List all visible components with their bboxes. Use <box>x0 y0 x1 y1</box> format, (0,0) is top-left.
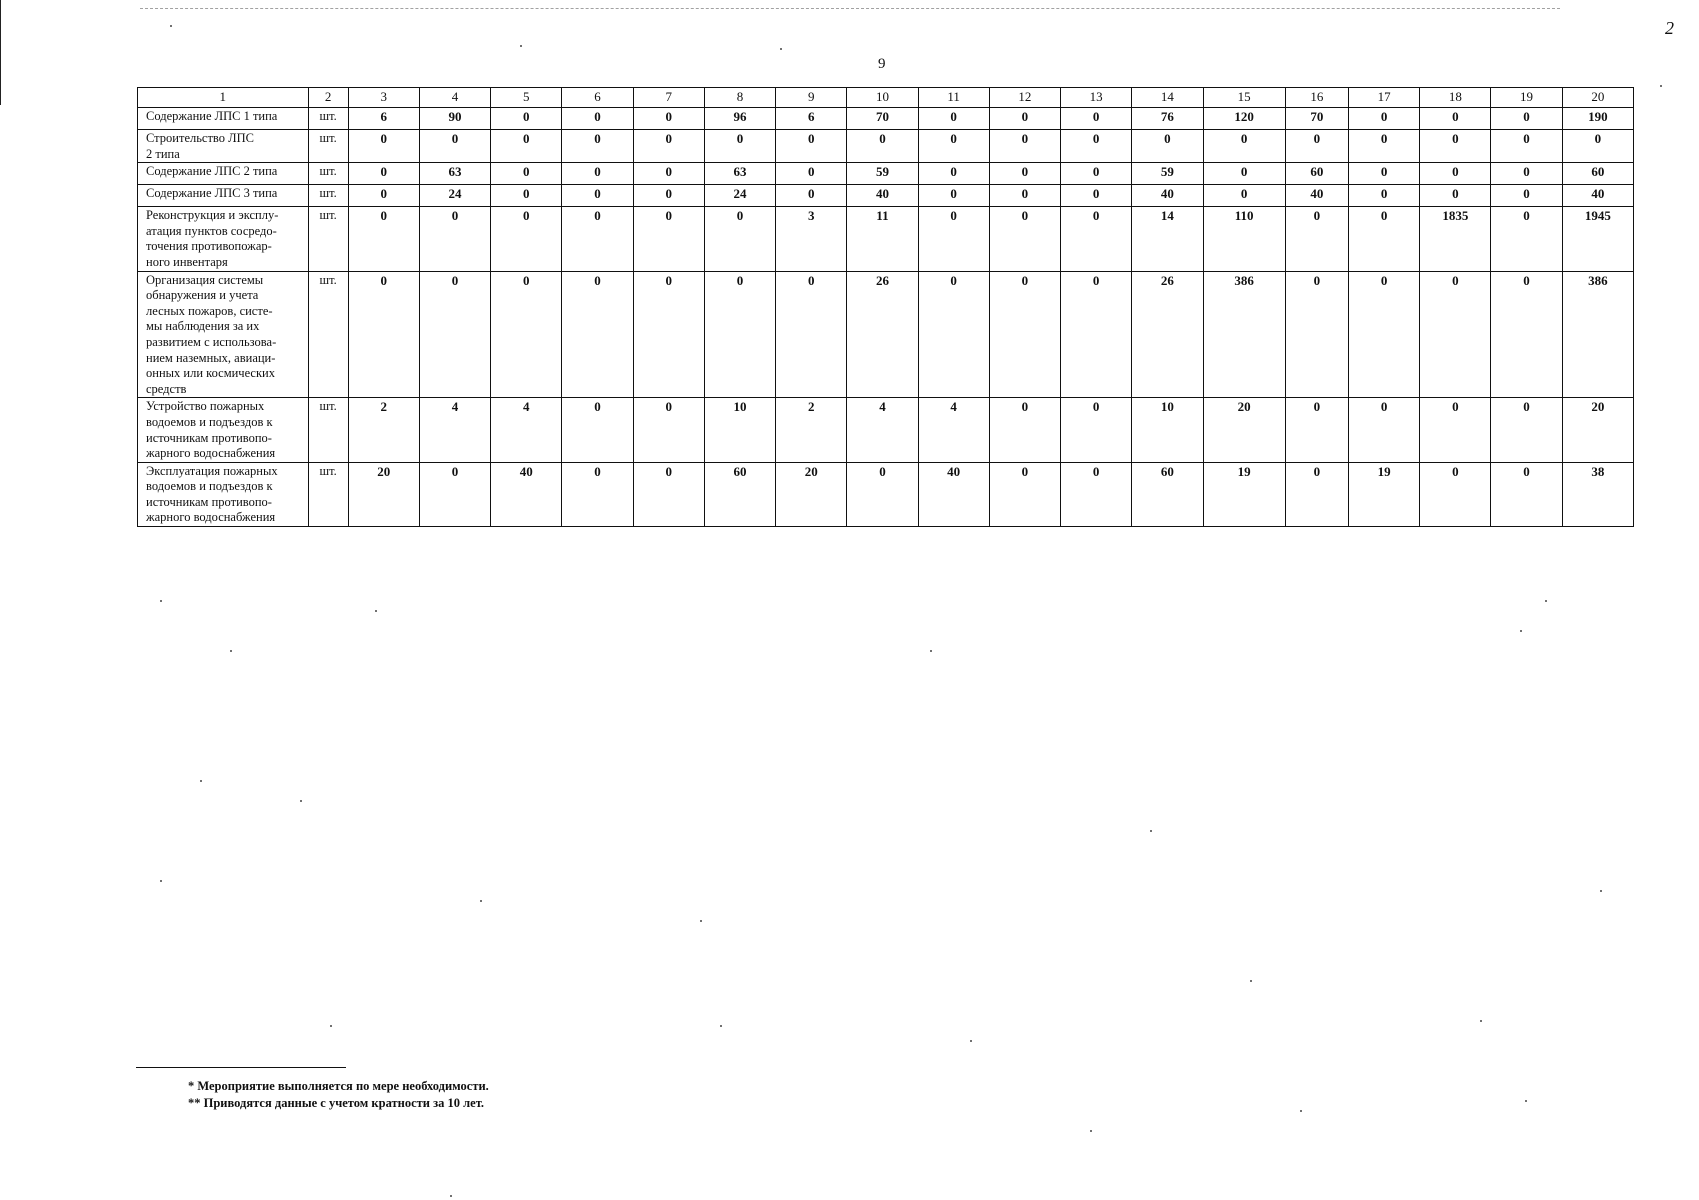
value-cell: 2 <box>776 398 847 462</box>
unit-cell: шт. <box>308 130 348 163</box>
value-cell: 0 <box>633 207 704 271</box>
unit-cell: шт. <box>308 271 348 398</box>
corner-handwritten-mark: 2 <box>1665 18 1674 38</box>
column-number-header: 16 <box>1285 88 1348 108</box>
value-cell: 0 <box>989 398 1060 462</box>
value-cell: 0 <box>1420 462 1491 526</box>
scan-speck <box>720 1025 722 1027</box>
value-cell: 0 <box>633 130 704 163</box>
scan-speck <box>330 1025 332 1027</box>
value-cell: 60 <box>1562 163 1633 185</box>
column-number-header: 17 <box>1348 88 1419 108</box>
value-cell: 4 <box>847 398 918 462</box>
value-cell: 0 <box>1203 130 1285 163</box>
value-cell: 0 <box>562 398 633 462</box>
value-cell: 3 <box>776 207 847 271</box>
value-cell: 0 <box>1420 163 1491 185</box>
value-cell: 20 <box>1562 398 1633 462</box>
value-cell: 0 <box>704 130 775 163</box>
value-cell: 0 <box>1132 130 1203 163</box>
scan-speck <box>300 800 302 802</box>
value-cell: 0 <box>1061 462 1132 526</box>
scan-speck <box>1250 980 1252 982</box>
scan-speck <box>375 610 377 612</box>
value-cell: 0 <box>1348 163 1419 185</box>
table-body <box>138 108 1634 527</box>
footnote-divider <box>136 1067 346 1068</box>
scan-speck <box>700 920 702 922</box>
unit-cell: шт. <box>308 207 348 271</box>
value-cell: 0 <box>491 163 562 185</box>
column-number-header: 14 <box>1132 88 1203 108</box>
value-cell: 110 <box>1203 207 1285 271</box>
column-number-header: 2 <box>308 88 348 108</box>
value-cell: 0 <box>847 130 918 163</box>
value-cell: 0 <box>1348 185 1419 207</box>
value-cell: 4 <box>918 398 989 462</box>
value-cell: 40 <box>847 185 918 207</box>
value-cell: 0 <box>491 271 562 398</box>
column-number-header: 4 <box>419 88 490 108</box>
measure-name-cell: Содержание ЛПС 3 типа <box>138 185 309 207</box>
footnotes <box>188 1078 489 1112</box>
value-cell: 19 <box>1348 462 1419 526</box>
value-cell: 0 <box>1491 207 1562 271</box>
scan-speck <box>1660 85 1662 87</box>
measure-name-cell: Содержание ЛПС 1 типа <box>138 108 309 130</box>
value-cell: 0 <box>1348 207 1419 271</box>
value-cell: 0 <box>633 271 704 398</box>
value-cell: 26 <box>1132 271 1203 398</box>
value-cell: 0 <box>419 207 490 271</box>
value-cell: 20 <box>348 462 419 526</box>
value-cell: 40 <box>1132 185 1203 207</box>
value-cell: 26 <box>847 271 918 398</box>
scan-left-edge <box>0 0 1 105</box>
value-cell: 24 <box>419 185 490 207</box>
unit-cell: шт. <box>308 185 348 207</box>
value-cell: 0 <box>1203 185 1285 207</box>
scan-speck <box>480 900 482 902</box>
value-cell: 0 <box>776 163 847 185</box>
value-cell: 0 <box>1562 130 1633 163</box>
value-cell: 0 <box>348 185 419 207</box>
scan-speck <box>780 48 782 50</box>
column-number-header: 3 <box>348 88 419 108</box>
value-cell: 0 <box>1420 185 1491 207</box>
value-cell: 19 <box>1203 462 1285 526</box>
value-cell: 0 <box>491 185 562 207</box>
value-cell: 0 <box>562 207 633 271</box>
value-cell: 0 <box>1420 398 1491 462</box>
value-cell: 0 <box>1420 130 1491 163</box>
column-number-header: 9 <box>776 88 847 108</box>
value-cell: 1945 <box>1562 207 1633 271</box>
value-cell: 10 <box>1132 398 1203 462</box>
column-number-header: 8 <box>704 88 775 108</box>
value-cell: 0 <box>847 462 918 526</box>
scan-speck <box>200 780 202 782</box>
scan-speck <box>1520 630 1522 632</box>
value-cell: 0 <box>1061 163 1132 185</box>
value-cell: 0 <box>776 130 847 163</box>
value-cell: 0 <box>989 130 1060 163</box>
scan-speck <box>1545 600 1547 602</box>
value-cell: 0 <box>1491 108 1562 130</box>
value-cell: 0 <box>562 108 633 130</box>
value-cell: 0 <box>633 163 704 185</box>
value-cell: 190 <box>1562 108 1633 130</box>
scan-speck <box>930 650 932 652</box>
footnote-2: ** Приводятся данные с учетом кратности за 10 лет. <box>188 1096 485 1110</box>
table-row <box>138 271 1634 398</box>
value-cell: 0 <box>633 185 704 207</box>
value-cell: 0 <box>491 130 562 163</box>
value-cell: 20 <box>776 462 847 526</box>
column-number-header: 19 <box>1491 88 1562 108</box>
value-cell: 0 <box>348 271 419 398</box>
value-cell: 0 <box>1061 398 1132 462</box>
column-number-header: 20 <box>1562 88 1633 108</box>
scan-speck <box>970 1040 972 1042</box>
value-cell: 0 <box>633 462 704 526</box>
value-cell: 0 <box>1420 271 1491 398</box>
value-cell: 6 <box>348 108 419 130</box>
value-cell: 0 <box>1061 130 1132 163</box>
scan-speck <box>230 650 232 652</box>
value-cell: 0 <box>1061 207 1132 271</box>
value-cell: 0 <box>1491 130 1562 163</box>
value-cell: 0 <box>918 185 989 207</box>
value-cell: 0 <box>1348 398 1419 462</box>
value-cell: 0 <box>562 462 633 526</box>
value-cell: 0 <box>1285 398 1348 462</box>
value-cell: 11 <box>847 207 918 271</box>
value-cell: 0 <box>1061 185 1132 207</box>
value-cell: 0 <box>918 163 989 185</box>
measure-name-cell: Организация системы обнаружения и учета лесных пожаров, систе- мы наблюдения за их развитием с использова- нием наземных, авиаци- онных или космических средств <box>138 271 309 398</box>
value-cell: 76 <box>1132 108 1203 130</box>
unit-cell: шт. <box>308 163 348 185</box>
value-cell: 0 <box>419 271 490 398</box>
value-cell: 0 <box>419 130 490 163</box>
value-cell: 0 <box>1285 130 1348 163</box>
value-cell: 0 <box>562 163 633 185</box>
column-number-header: 15 <box>1203 88 1285 108</box>
value-cell: 0 <box>1348 108 1419 130</box>
value-cell: 0 <box>1348 271 1419 398</box>
table-header-row <box>138 88 1634 108</box>
value-cell: 0 <box>989 185 1060 207</box>
column-number-header: 1 <box>138 88 309 108</box>
value-cell: 0 <box>989 271 1060 398</box>
value-cell: 0 <box>989 108 1060 130</box>
measure-name-cell: Содержание ЛПС 2 типа <box>138 163 309 185</box>
value-cell: 0 <box>776 185 847 207</box>
value-cell: 60 <box>1132 462 1203 526</box>
value-cell: 38 <box>1562 462 1633 526</box>
value-cell: 0 <box>704 271 775 398</box>
fire-prevention-measures-table <box>137 87 1634 527</box>
value-cell: 0 <box>633 398 704 462</box>
value-cell: 10 <box>704 398 775 462</box>
value-cell: 0 <box>419 462 490 526</box>
value-cell: 59 <box>847 163 918 185</box>
value-cell: 20 <box>1203 398 1285 462</box>
unit-cell: шт. <box>308 398 348 462</box>
value-cell: 4 <box>419 398 490 462</box>
value-cell: 0 <box>1203 163 1285 185</box>
scan-speck <box>1525 1100 1527 1102</box>
value-cell: 0 <box>491 108 562 130</box>
value-cell: 0 <box>776 271 847 398</box>
value-cell: 1835 <box>1420 207 1491 271</box>
value-cell: 0 <box>562 130 633 163</box>
page-number: 9 <box>878 56 886 72</box>
table-row <box>138 130 1634 163</box>
scan-speck <box>1300 1110 1302 1112</box>
value-cell: 0 <box>348 207 419 271</box>
value-cell: 96 <box>704 108 775 130</box>
value-cell: 6 <box>776 108 847 130</box>
value-cell: 0 <box>1285 462 1348 526</box>
value-cell: 63 <box>419 163 490 185</box>
value-cell: 120 <box>1203 108 1285 130</box>
table-row <box>138 462 1634 526</box>
value-cell: 0 <box>704 207 775 271</box>
value-cell: 0 <box>989 462 1060 526</box>
value-cell: 0 <box>1061 108 1132 130</box>
value-cell: 40 <box>918 462 989 526</box>
value-cell: 0 <box>1491 398 1562 462</box>
value-cell: 59 <box>1132 163 1203 185</box>
value-cell: 0 <box>918 130 989 163</box>
value-cell: 0 <box>1285 207 1348 271</box>
value-cell: 63 <box>704 163 775 185</box>
value-cell: 0 <box>1491 163 1562 185</box>
value-cell: 2 <box>348 398 419 462</box>
scan-speck <box>160 600 162 602</box>
scan-speck <box>1600 890 1602 892</box>
value-cell: 0 <box>989 207 1060 271</box>
value-cell: 0 <box>918 108 989 130</box>
value-cell: 0 <box>348 163 419 185</box>
measure-name-cell: Эксплуатация пожарных водоемов и подъездов к источникам противопо- жарного водоснабжения <box>138 462 309 526</box>
scan-top-edge <box>140 8 1560 9</box>
scan-speck <box>170 25 172 27</box>
value-cell: 0 <box>1491 462 1562 526</box>
value-cell: 60 <box>1285 163 1348 185</box>
footnote-1: * Мероприятие выполняется по мере необходимости. <box>188 1079 489 1093</box>
table-row <box>138 163 1634 185</box>
value-cell: 0 <box>918 271 989 398</box>
value-cell: 0 <box>562 185 633 207</box>
column-number-header: 13 <box>1061 88 1132 108</box>
value-cell: 40 <box>1562 185 1633 207</box>
value-cell: 0 <box>491 207 562 271</box>
value-cell: 24 <box>704 185 775 207</box>
table-row <box>138 108 1634 130</box>
scan-speck <box>1480 1020 1482 1022</box>
column-number-header: 11 <box>918 88 989 108</box>
value-cell: 0 <box>1420 108 1491 130</box>
measure-name-cell: Устройство пожарных водоемов и подъездов к источникам противопо- жарного водоснабжения <box>138 398 309 462</box>
column-number-header: 6 <box>562 88 633 108</box>
table-row <box>138 185 1634 207</box>
value-cell: 0 <box>348 130 419 163</box>
value-cell: 386 <box>1562 271 1633 398</box>
value-cell: 90 <box>419 108 490 130</box>
value-cell: 0 <box>989 163 1060 185</box>
value-cell: 14 <box>1132 207 1203 271</box>
value-cell: 0 <box>1285 271 1348 398</box>
table-row <box>138 398 1634 462</box>
measure-name-cell: Строительство ЛПС 2 типа <box>138 130 309 163</box>
value-cell: 40 <box>491 462 562 526</box>
value-cell: 0 <box>1491 271 1562 398</box>
value-cell: 0 <box>918 207 989 271</box>
unit-cell: шт. <box>308 462 348 526</box>
value-cell: 60 <box>704 462 775 526</box>
value-cell: 4 <box>491 398 562 462</box>
column-number-header: 7 <box>633 88 704 108</box>
scan-speck <box>520 45 522 47</box>
scan-speck <box>450 1195 452 1197</box>
value-cell: 0 <box>562 271 633 398</box>
scan-speck <box>1090 1130 1092 1132</box>
value-cell: 0 <box>1491 185 1562 207</box>
column-number-header: 5 <box>491 88 562 108</box>
value-cell: 40 <box>1285 185 1348 207</box>
value-cell: 70 <box>1285 108 1348 130</box>
column-number-header: 10 <box>847 88 918 108</box>
column-number-header: 12 <box>989 88 1060 108</box>
value-cell: 0 <box>1061 271 1132 398</box>
value-cell: 0 <box>633 108 704 130</box>
measure-name-cell: Реконструкция и эксплу- атация пунктов сосредо- точения противопожар- ного инвентаря <box>138 207 309 271</box>
value-cell: 0 <box>1348 130 1419 163</box>
unit-cell: шт. <box>308 108 348 130</box>
value-cell: 386 <box>1203 271 1285 398</box>
scan-speck <box>1150 830 1152 832</box>
value-cell: 70 <box>847 108 918 130</box>
scan-speck <box>160 880 162 882</box>
column-number-header: 18 <box>1420 88 1491 108</box>
table-row <box>138 207 1634 271</box>
